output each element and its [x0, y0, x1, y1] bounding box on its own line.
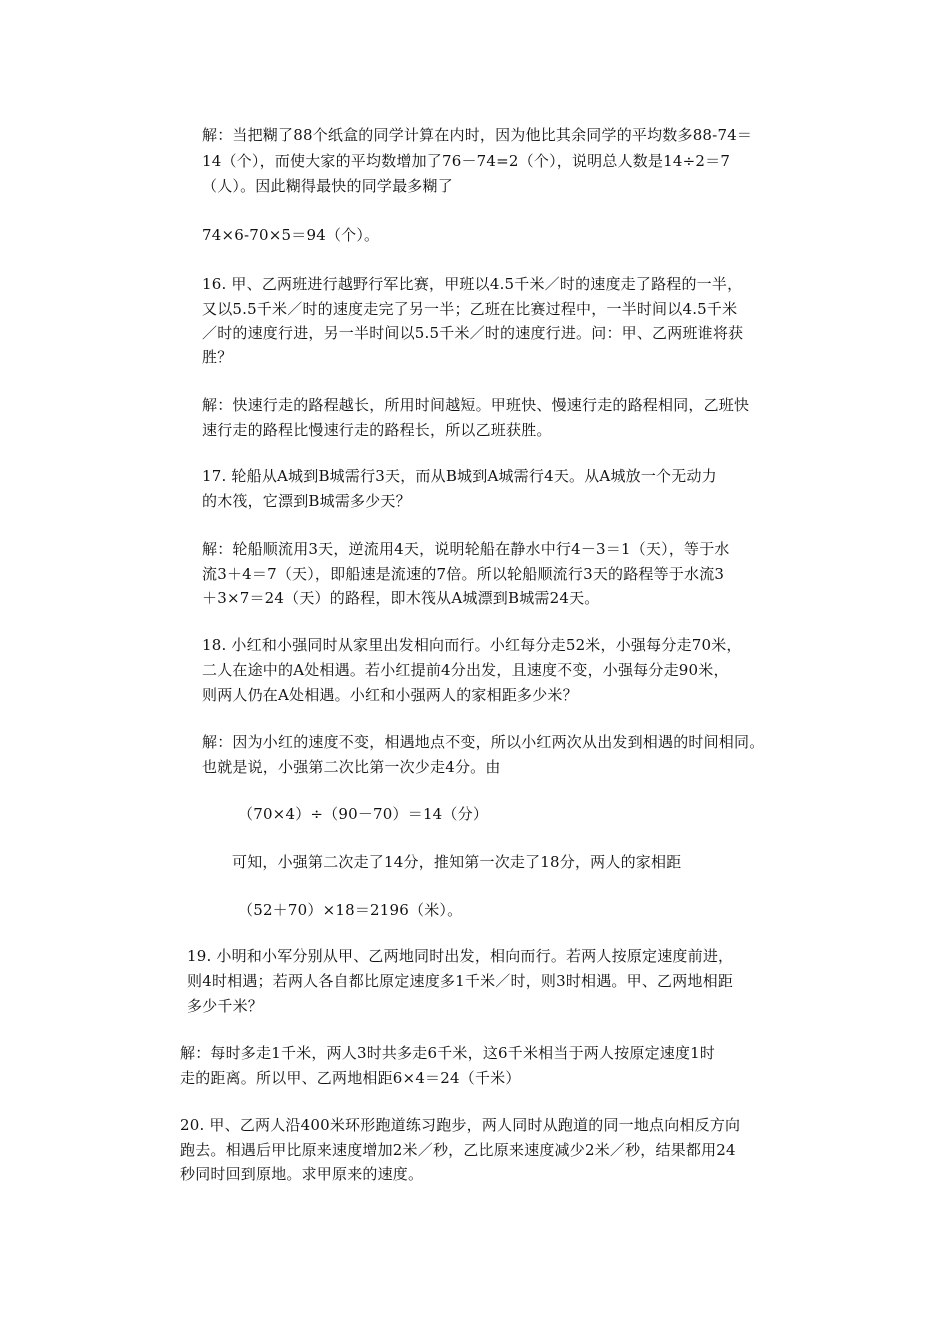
text-line: 多少千米？: [187, 997, 264, 1015]
text-line: 流3＋4＝7（天），即船速是流速的7倍。所以轮船顺流行3天的路程等于水流3: [202, 565, 725, 583]
formula-line: （52＋70）×18＝2196（米）。: [238, 901, 463, 919]
text-line: 二人在途中的A处相遇。若小红提前4分出发，且速度不变，小强每分走90米，: [202, 661, 729, 679]
text-line: 可知，小强第二次走了14分，推知第一次走了18分，两人的家相距: [232, 853, 682, 871]
text-line: 胜？: [202, 348, 233, 366]
text-line: 的木筏，它漂到B城需多少天？: [202, 492, 411, 510]
text-line: 秒同时回到原地。求甲原来的速度。: [180, 1165, 424, 1183]
text-line: 18. 小红和小强同时从家里出发相向而行。小红每分走52米，小强每分走70米，: [202, 636, 742, 654]
formula-line: （70×4）÷（90－70）＝14（分）: [238, 805, 489, 823]
text-line: 跑去。相遇后甲比原来速度增加2米／秒，乙比原来速度减少2米／秒，结果都用24: [180, 1141, 736, 1159]
text-line: 又以5.5千米／时的速度走完了另一半；乙班在比赛过程中，一半时间以4.5千米: [202, 300, 738, 318]
text-line: 解：当把糊了88个纸盒的同学计算在内时，因为他比其余同学的平均数多88-74＝: [202, 126, 753, 144]
text-line: 74×6-70×5＝94（个）。: [202, 226, 380, 244]
text-line: ／时的速度行进，另一半时间以5.5千米／时的速度行进。问：甲、乙两班谁将获: [202, 324, 744, 342]
text-line: 速行走的路程比慢速行走的路程长，所以乙班获胜。: [202, 421, 552, 439]
text-line: 解：每时多走1千米，两人3时共多走6千米，这6千米相当于两人按原定速度1时: [180, 1044, 716, 1062]
text-line: 17. 轮船从A城到B城需行3天，而从B城到A城需行4天。从A城放一个无动力: [202, 467, 717, 485]
text-line: 解：快速行走的路程越长，所用时间越短。甲班快、慢速行走的路程相同，乙班快: [202, 396, 750, 414]
text-line: 也就是说，小强第二次比第一次少走4分。由: [202, 758, 501, 776]
text-line: 19. 小明和小军分别从甲、乙两地同时出发，相向而行。若两人按原定速度前进，: [187, 947, 734, 965]
text-line: 14（个），而使大家的平均数增加了76－74=2（个），说明总人数是14÷2＝7: [202, 152, 731, 170]
text-line: 20. 甲、乙两人沿400米环形跑道练习跑步，两人同时从跑道的同一地点向相反方向: [180, 1116, 741, 1134]
text-line: ＋3×7＝24（天）的路程，即木筏从A城漂到B城需24天。: [202, 589, 600, 607]
text-line: （人）。因此糊得最快的同学最多糊了: [202, 177, 453, 195]
text-line: 16. 甲、乙两班进行越野行军比赛，甲班以4.5千米／时的速度走了路程的一半，: [202, 275, 743, 293]
text-line: 走的距离。所以甲、乙两地相距6×4＝24（千米）: [180, 1069, 521, 1087]
text-line: 则4时相遇；若两人各自都比原定速度多1千米／时，则3时相遇。甲、乙两地相距: [187, 972, 734, 990]
text-line: 解：轮船顺流用3天，逆流用4天，说明轮船在静水中行4－3＝1（天），等于水: [202, 540, 730, 558]
text-line: 解：因为小红的速度不变，相遇地点不变，所以小红两次从出发到相遇的时间相同。: [202, 733, 765, 751]
text-line: 则两人仍在A处相遇。小红和小强两人的家相距多少米？: [202, 686, 578, 704]
